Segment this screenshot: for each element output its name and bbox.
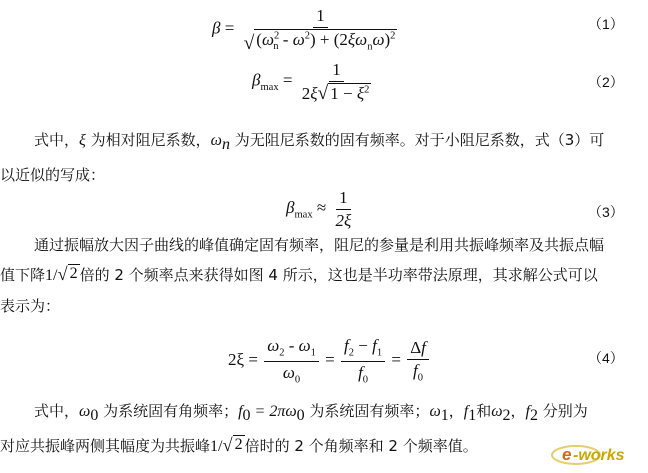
fraction	[241, 6, 401, 53]
numerator: 1	[329, 60, 344, 82]
fraction-omega: $\frac{\omega_2 - \omega_1}{\omega_0}$	[264, 336, 319, 386]
numerator: 1	[313, 6, 328, 28]
equation-number-3: （3）	[588, 204, 624, 220]
equation-3: $\beta_{max}$ ≈ $\frac{1}{2\xi}$	[286, 188, 356, 230]
denominator: 2ξ √ $1 - \xi^2$	[301, 82, 370, 104]
equals-sign: =	[224, 18, 235, 38]
square-root: √ $(\omega^2_n - \omega^2) + (2\xi\omega_n\omega)^2$	[243, 29, 396, 54]
e-works-watermark-logo	[548, 440, 644, 468]
fraction-delta-f: $\frac{\Delta f}{f_0}$	[407, 338, 429, 384]
watermark-swoosh-icon	[548, 440, 644, 468]
beta-symbol: β	[212, 18, 221, 38]
fraction: $\frac{1}{2\xi}$	[335, 188, 352, 230]
equation-1	[212, 6, 402, 53]
equation-2	[252, 60, 376, 103]
equals-sign: =	[282, 70, 293, 90]
fraction	[299, 60, 375, 103]
denominator	[241, 28, 401, 54]
paragraph-2: 通过振幅放大因子曲线的峰值确定固有频率，阻尼的参量是利用共振峰频率及共振点幅 值下降1/ √ 2 倍的 2 个频率点来获得如图 4 所示，这也是半功率带法原理，其求解公式可以 表示为：	[0, 236, 605, 315]
paragraph-3: 式中，$\omega_0$ 为系统固有角频率；$f_0 = 2\pi\omega_0$ 为系统固有频率；$\omega_1$，$f_1$和$\omega_2$，$f_2$ 分别为 对应共振峰两侧其幅度为共振峰1/ √ 2 倍时的 2 个角频率和 2 个频率值。	[0, 402, 588, 455]
paragraph-1: 式中，ξ 为相对阻尼系数，$\omega_n$ 为无阻尼系数的固有频率。对于小阻尼系数，式（3）可 以近似的写成：	[0, 131, 605, 184]
equation-4: 2ξ = $\frac{\omega_2 - \omega_1}{\omega_0}$ = $\frac{f_2 - f_1}{f_0}$ = $\frac{\Delta f}{f_0}$	[228, 336, 431, 386]
beta-symbol: β	[286, 197, 295, 217]
svg-text:e: e	[562, 445, 572, 464]
approx-sign: ≈	[316, 197, 327, 217]
equation-number-4: （4）	[588, 350, 624, 366]
equation-number-1: （1）	[588, 16, 624, 32]
max-subscript: max	[260, 81, 279, 93]
beta-symbol: β	[252, 70, 261, 90]
fraction-f: $\frac{f_2 - f_1}{f_0}$	[341, 336, 385, 386]
svg-text:-works: -works	[573, 447, 625, 464]
equation-number-2: （2）	[588, 74, 624, 90]
